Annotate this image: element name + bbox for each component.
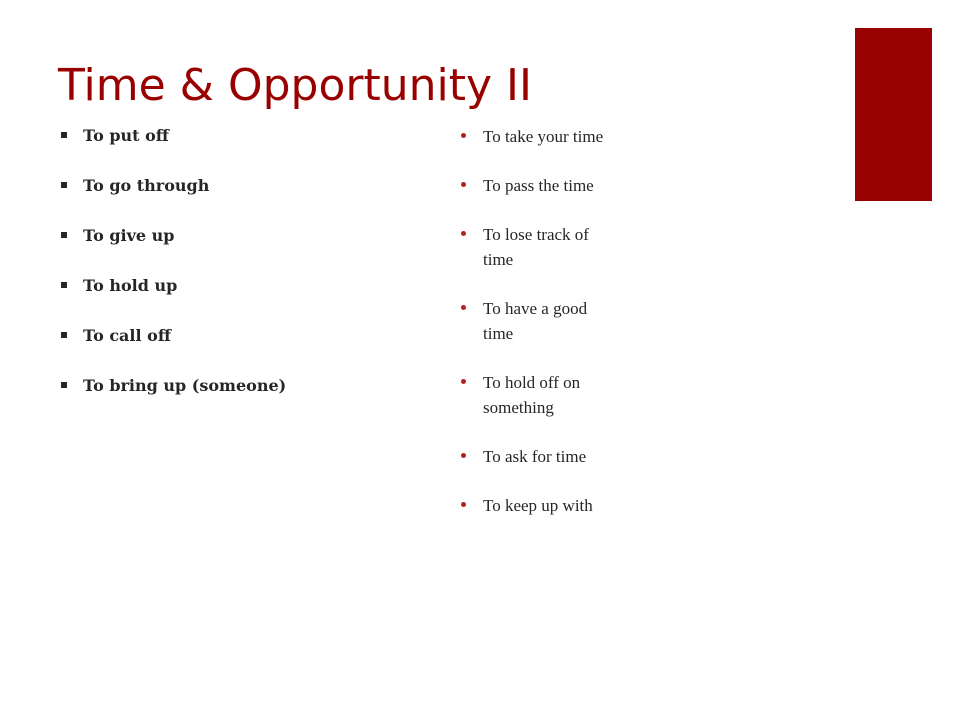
phrasal-verbs-list	[58, 124, 438, 424]
list-item	[58, 174, 438, 224]
list-item-text: To hold off on	[483, 373, 581, 392]
list-item-text: To call off	[83, 326, 171, 345]
list-item	[58, 374, 438, 424]
square-bullet-icon	[61, 232, 67, 238]
list-item-text-continued: something	[483, 398, 554, 417]
list-item-text: To ask for time	[483, 447, 587, 466]
list-item	[458, 444, 658, 469]
list-item-text-continued: time	[483, 324, 514, 343]
list-item	[58, 274, 438, 324]
square-bullet-icon	[61, 182, 67, 188]
list-item-text: To put off	[83, 126, 169, 145]
round-bullet-icon	[461, 379, 466, 384]
list-item-text: To keep up with	[483, 496, 593, 515]
list-item-text: To bring up (someone)	[83, 376, 287, 395]
list-item-text-continued: time	[483, 250, 514, 269]
list-item	[458, 296, 658, 346]
square-bullet-icon	[61, 332, 67, 338]
accent-bar	[855, 28, 932, 201]
list-item	[58, 324, 438, 374]
list-item-text: To have a good	[483, 299, 588, 318]
list-item	[458, 173, 658, 198]
list-item	[458, 124, 658, 149]
round-bullet-icon	[461, 453, 466, 458]
list-item	[458, 222, 658, 272]
square-bullet-icon	[61, 282, 67, 288]
round-bullet-icon	[461, 305, 466, 310]
square-bullet-icon	[61, 132, 67, 138]
list-item-text: To go through	[83, 176, 210, 195]
list-item	[58, 224, 438, 274]
round-bullet-icon	[461, 502, 466, 507]
list-item-text: To give up	[83, 226, 175, 245]
list-item	[458, 493, 658, 518]
list-item-text: To lose track of	[483, 225, 589, 244]
time-expressions-list	[458, 124, 658, 542]
slide-title: Time & Opportunity II	[58, 60, 532, 111]
list-item	[58, 124, 438, 174]
list-item-text: To pass the time	[483, 176, 594, 195]
round-bullet-icon	[461, 133, 466, 138]
square-bullet-icon	[61, 382, 67, 388]
list-item-text: To take your time	[483, 127, 604, 146]
list-item-text: To hold up	[83, 276, 178, 295]
list-item	[458, 370, 658, 420]
round-bullet-icon	[461, 182, 466, 187]
round-bullet-icon	[461, 231, 466, 236]
